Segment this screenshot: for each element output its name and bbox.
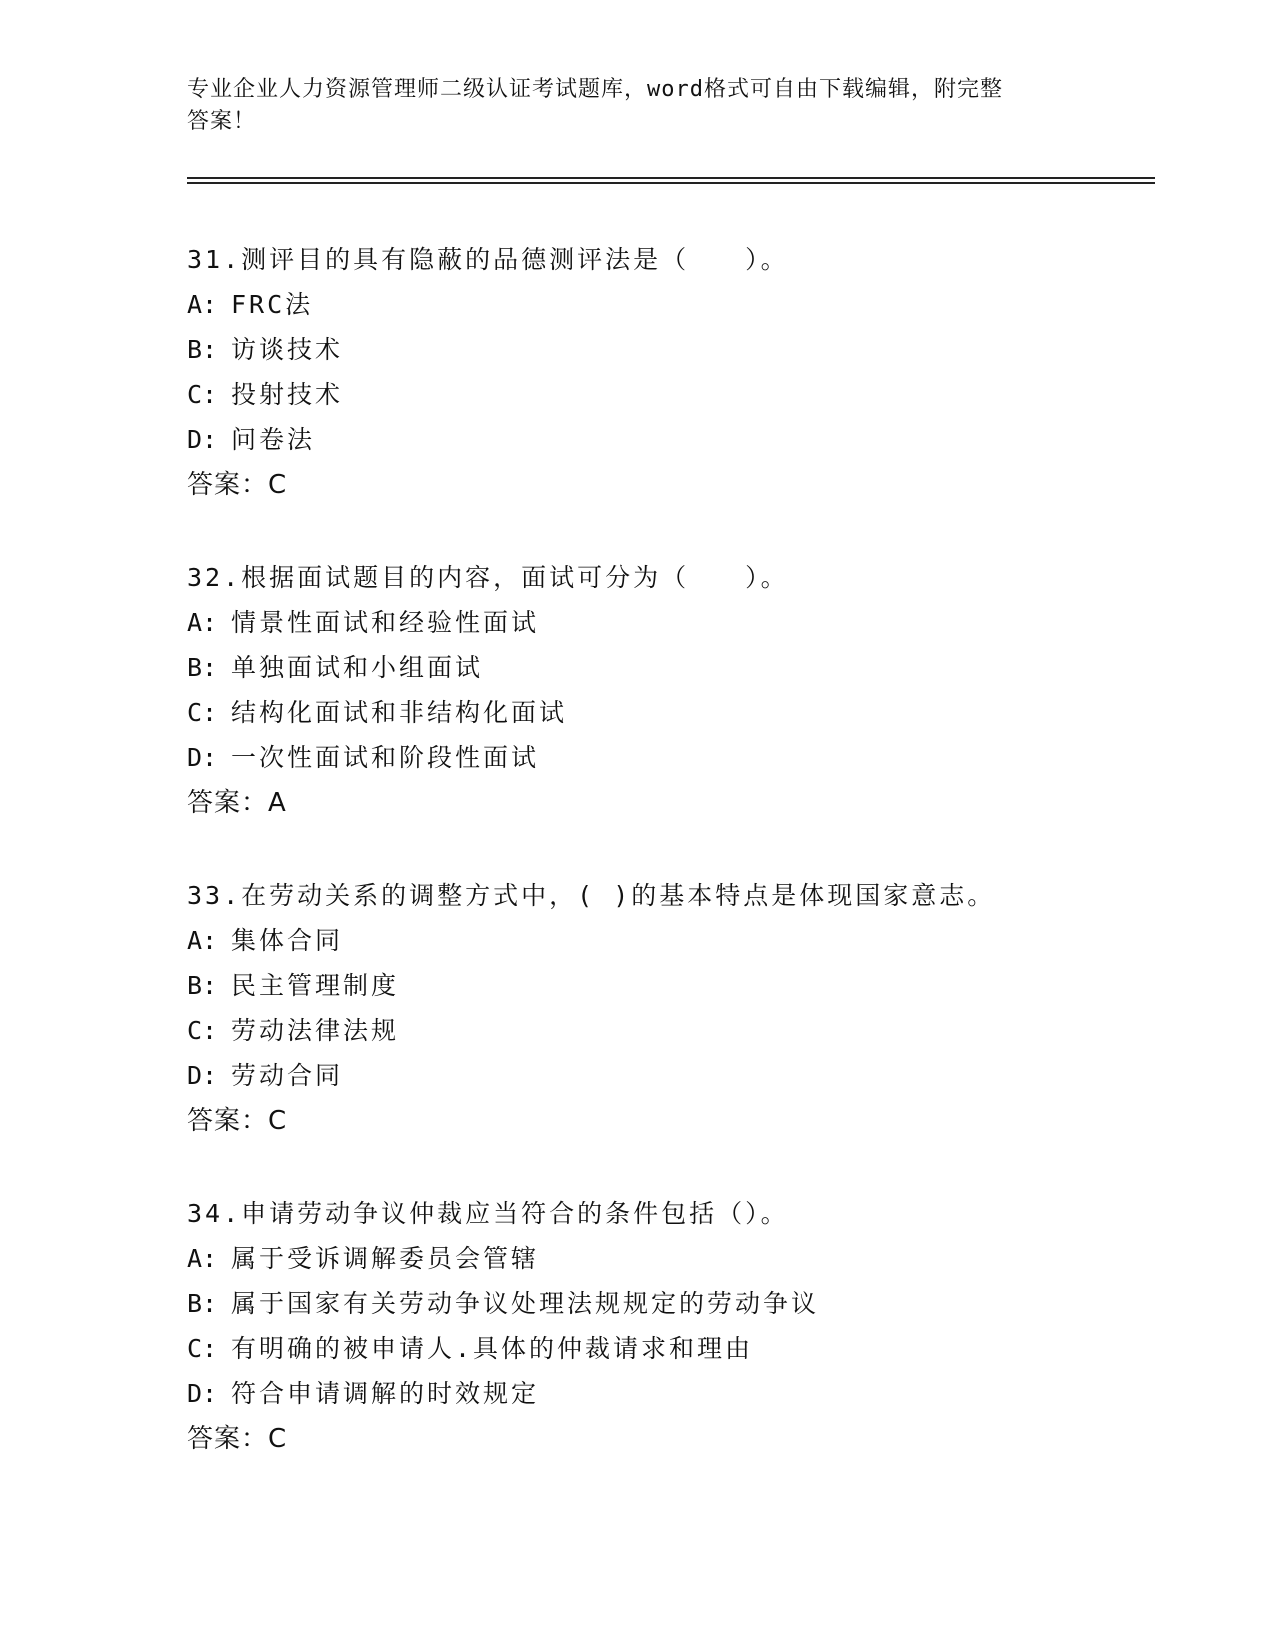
question-stem: 32.根据面试题目的内容，面试可分为（ ）。 <box>187 563 789 592</box>
option-c <box>187 1008 1147 1053</box>
option-letter: B: <box>187 971 218 1000</box>
option-text: 集体合同 <box>231 926 344 955</box>
option-d <box>187 735 1147 780</box>
question-stem: 33.在劳动关系的调整方式中，( )的基本特点是体现国家意志。 <box>187 881 996 910</box>
option-letter: A: <box>187 290 218 319</box>
option-text: 问卷法 <box>231 425 316 454</box>
option-letter: A: <box>187 1244 218 1273</box>
header-rule-top <box>187 177 1155 179</box>
answer-line: 答案：C <box>187 1424 288 1454</box>
option-b <box>187 1281 1147 1326</box>
option-d <box>187 1053 1147 1098</box>
option-letter: C: <box>187 698 218 727</box>
option-text: 符合申请调解的时效规定 <box>231 1379 540 1408</box>
option-letter: D: <box>187 1061 218 1090</box>
document-header <box>187 74 1067 138</box>
question-34 <box>187 1191 1147 1462</box>
option-letter: A: <box>187 608 218 637</box>
question-stem: 34.申请劳动争议仲裁应当符合的条件包括（）。 <box>187 1199 789 1228</box>
answer-line: 答案：C <box>187 1106 288 1136</box>
option-text: 单独面试和小组面试 <box>231 653 484 682</box>
question-32 <box>187 555 1147 826</box>
option-text: 结构化面试和非结构化面试 <box>231 698 568 727</box>
answer-line: 答案：C <box>187 470 288 500</box>
option-text: 一次性面试和阶段性面试 <box>231 743 540 772</box>
option-letter: C: <box>187 380 218 409</box>
option-letter: A: <box>187 926 218 955</box>
option-text: 属于受诉调解委员会管辖 <box>231 1244 540 1273</box>
header-rule-bottom <box>187 182 1155 184</box>
question-33 <box>187 873 1147 1144</box>
option-letter: D: <box>187 425 218 454</box>
option-text: 民主管理制度 <box>231 971 400 1000</box>
option-text: 劳动合同 <box>231 1061 344 1090</box>
question-31 <box>187 237 1147 508</box>
answer-line: 答案：A <box>187 788 287 818</box>
option-d <box>187 417 1147 462</box>
option-letter: D: <box>187 1379 218 1408</box>
option-text: 属于国家有关劳动争议处理法规规定的劳动争议 <box>231 1289 820 1318</box>
option-letter: C: <box>187 1016 218 1045</box>
option-a <box>187 282 1147 327</box>
option-c <box>187 372 1147 417</box>
option-letter: B: <box>187 335 218 364</box>
option-letter: D: <box>187 743 218 772</box>
option-a <box>187 1236 1147 1281</box>
header-line-1: 专业企业人力资源管理师二级认证考试题库，word格式可自由下载编辑，附完整 <box>187 77 1003 102</box>
option-c <box>187 690 1147 735</box>
option-text: 访谈技术 <box>231 335 344 364</box>
option-b <box>187 963 1147 1008</box>
option-text: 情景性面试和经验性面试 <box>231 608 540 637</box>
option-text: FRC法 <box>231 290 314 319</box>
option-c <box>187 1326 1147 1371</box>
option-a <box>187 600 1147 645</box>
question-stem: 31.测评目的具有隐蔽的品德测评法是（ ）。 <box>187 245 789 274</box>
option-a <box>187 918 1147 963</box>
header-line-2: 答案！ <box>187 109 257 134</box>
option-letter: B: <box>187 1289 218 1318</box>
option-d <box>187 1371 1147 1416</box>
option-letter: C: <box>187 1334 218 1363</box>
option-text: 劳动法律法规 <box>231 1016 400 1045</box>
option-b <box>187 327 1147 372</box>
option-text: 投射技术 <box>231 380 344 409</box>
option-text: 有明确的被申请人.具体的仲裁请求和理由 <box>231 1334 754 1363</box>
option-letter: B: <box>187 653 218 682</box>
option-b <box>187 645 1147 690</box>
